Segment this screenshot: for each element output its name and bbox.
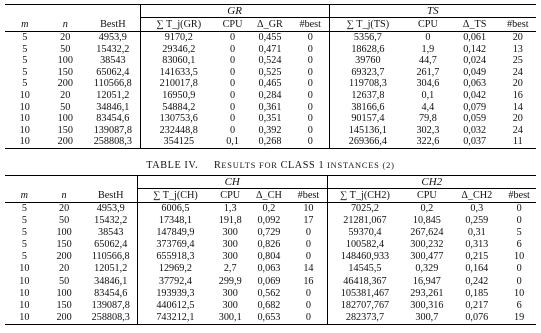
table-cell: 0 [307,66,313,78]
table-cell: 139087,8 [91,299,130,311]
table-cell: 12969,2 [137,263,212,275]
table-cell: 38166,6 [329,102,406,114]
table-cell: 100 [57,113,73,125]
table-cell: 0 [516,215,522,227]
table-cell: 0,164 [465,263,489,275]
col-header: Δ_GR [257,19,283,30]
table-row [5,251,536,263]
table-cell: 34846,1 [94,275,128,287]
table-cell: 46418,367 [327,276,402,288]
table-cell: 0,042 [463,89,487,101]
table-cell: 1,9 [421,43,435,55]
table-cell: 20 [60,32,71,43]
table-cell: 14545,5 [327,263,402,275]
table-cell: 10 [514,251,525,263]
table-cell: 50 [59,215,70,227]
table-cell: 5 [21,215,27,227]
table-cell: 0 [290,312,327,325]
table-cell: 10,845 [412,215,441,227]
table-cell: 193939,3 [137,288,212,300]
table-cell: 145136,1 [329,125,406,137]
group-header-row [5,5,536,18]
table-cell: 0,525 [258,66,282,78]
table-cell: 20 [59,263,70,275]
table-cell: 300 [222,251,238,263]
table-cell: 0,1 [421,89,435,101]
table-cell: 0 [292,136,329,148]
col-header: Δ_CH [256,190,282,201]
group-label-gr: GR [140,5,329,18]
table-cell: 10 [19,263,30,275]
table-cell: 14 [303,263,314,275]
table-cell: 50 [59,275,70,287]
table-row [5,239,536,251]
table-cell: 12051,2 [96,89,130,101]
table-cell: 354125 [140,136,217,148]
table-cell: 0,455 [258,32,282,43]
table-row [5,32,536,44]
table-cell: 210017,8 [140,78,217,90]
table-cell: 12637,8 [329,90,406,102]
table-cell: 20 [60,89,71,101]
table-cell: 4953,9 [98,32,127,43]
table-row [5,288,536,300]
table-cell: 20 [512,113,523,125]
table-cell: 0,215 [465,251,489,263]
table-cell: 9170,2 [140,32,217,44]
col-header: BestH [97,189,124,201]
table-cell: 302,3 [416,124,440,136]
table-cell: 10 [19,101,30,113]
table-cell: 373769,4 [137,239,212,251]
table-cell: 0,024 [463,55,487,67]
table-cell: 0,063 [463,78,487,90]
table-cell: 6 [516,239,522,251]
table-cell: 16,947 [412,275,441,287]
table-cell: 0,061 [463,32,487,43]
table-cell: 10 [19,287,30,299]
table-cell: 39760 [329,55,406,67]
column-header-row [5,189,536,203]
table-cell: 5 [22,32,28,43]
table-cell: 0,351 [258,113,282,125]
table-cell: 0,562 [257,287,281,299]
table-cell: 5 [21,203,27,214]
col-header: #best [297,190,320,201]
table-cell: 4953,9 [96,203,125,214]
table-cell: 11 [500,136,536,148]
table-cell: 0,032 [463,124,487,136]
table-cell: 0,2 [420,203,434,214]
table-cell: 21281,067 [327,215,402,227]
table-cell: 150 [57,66,73,78]
table-cell: 59370,4 [327,227,402,239]
table-cell: 0,092 [257,215,281,227]
table-cell: 182707,767 [327,300,402,312]
table-cell: 20 [512,32,523,43]
col-header: m [20,189,29,201]
table-cell: 743212,1 [137,312,212,325]
table-cell: 17 [303,215,314,227]
table-cell: 0,682 [257,299,281,311]
table-cell: 79,8 [418,113,437,125]
table-cell: 19 [502,312,536,325]
caption-class: CLASS 1 [280,160,325,171]
caption-tail: INSTANCES (2) [324,161,395,170]
col-header: ∑ T_j(CH2) [327,189,402,203]
table-cell: 0,059 [463,113,487,125]
table-cell: 150 [57,124,73,136]
table-cell: 0,329 [415,263,439,275]
table-row [5,67,536,79]
table-cell: 300,316 [410,299,444,311]
table-cell: 20 [59,203,70,214]
table-cell: 300 [222,227,238,239]
table-cell: 147849,9 [137,227,212,239]
table-cell: 5 [21,251,27,263]
table-cell: 24 [512,66,523,78]
table-cell: 0,268 [248,136,292,148]
table-cell: 232448,8 [140,125,217,137]
table-cell: 0 [230,32,236,43]
table-cell: 0,729 [257,227,281,239]
table-cell: 38543 [100,55,126,67]
table-row [5,227,536,239]
table-cell: 0,313 [465,239,489,251]
table-cell: 10 [19,89,30,101]
table-cell: 50 [60,43,71,55]
table-cell: 0,142 [463,43,487,55]
table-cell: 0,185 [465,287,489,299]
table-cell: 0 [307,55,313,67]
table-cell: 269366,4 [329,136,406,148]
table-cell: 20 [512,78,523,90]
table-cell: 0,242 [465,275,489,287]
col-header: BestH [100,18,126,30]
table-cell: 200 [57,78,73,90]
table-cell: 258808,3 [84,312,137,325]
table-cell: 25 [512,55,523,67]
table-cell: 2,7 [223,263,237,275]
table-cell: 16 [303,275,314,287]
table-cell: 6006,5 [137,203,212,216]
table-cell: 5 [22,55,28,67]
table-cell: 130753,6 [140,113,217,125]
table-row [5,55,536,67]
col-header: #best [508,190,530,201]
table-cell: 119708,3 [329,78,406,90]
col-header: #best [507,19,529,30]
table-cell: 0,653 [248,312,291,325]
table-cell: 10 [19,113,30,125]
table-row [5,136,536,148]
table-caption [0,160,541,171]
table-cell: 191,8 [218,215,242,227]
table-cell: 0 [230,78,236,90]
caption-text: ESULTS FOR [221,161,281,170]
results-table-ch-ch2 [5,175,536,325]
table-cell: 37792,4 [137,276,212,288]
table-cell: 65062,4 [94,239,128,251]
table-cell: 0 [230,43,236,55]
table-row [5,263,536,275]
table-cell: 0 [230,66,236,78]
table-cell: 100 [57,55,73,67]
table-cell: 0 [230,113,236,125]
table-cell: 0,217 [465,299,489,311]
table-row [5,203,536,216]
table-cell: 5 [516,227,522,239]
col-header: #best [299,19,321,30]
table-cell: 0,3 [470,203,484,214]
column-header-row [5,18,536,32]
table-cell: 5 [22,43,28,55]
table-cell: 17348,1 [137,215,212,227]
table-row [5,125,536,137]
table-cell: 29346,2 [140,44,217,56]
table-cell: 0,049 [463,66,487,78]
table-cell: 90157,4 [329,113,406,125]
table-cell: 44,7 [418,55,437,67]
table-cell: 110566,8 [93,78,132,90]
group-header-row [5,176,536,189]
table-cell: 18628,6 [329,44,406,56]
table-cell: 440612,5 [137,300,212,312]
table-cell: 6 [516,299,522,311]
table-cell: 13 [512,43,523,55]
table-cell: 200 [44,312,85,325]
table-cell: 83454,6 [94,287,128,299]
table-cell: 10 [5,312,44,325]
table-cell: 299,9 [218,275,242,287]
table-cell: 300,232 [410,239,444,251]
table-cell: 0,826 [257,239,281,251]
table-cell: 38543 [97,227,124,239]
table-cell: 10 [19,275,30,287]
table-cell: 100582,4 [327,239,402,251]
table-cell: 0 [307,78,313,90]
table-cell: 300 [222,239,238,251]
table-cell: 0,524 [258,55,282,67]
caption-number: TABLE IV. [146,160,199,171]
table-cell: 69323,7 [329,67,406,79]
table-cell: 200 [44,136,86,148]
table-cell: 110566,8 [91,251,130,263]
table-cell: 83060,1 [140,55,217,67]
table-cell: 50 [60,101,71,113]
table-row [5,312,536,325]
table-cell: 34846,1 [96,101,130,113]
table-cell: 10 [303,203,314,214]
table-row [5,113,536,125]
table-cell: 0 [307,101,313,113]
table-row [5,276,536,288]
col-header: ∑ T_j(CH) [137,189,212,203]
table-row [5,102,536,114]
table-cell: 0 [307,89,313,101]
table-row [5,215,536,227]
table-cell: 10 [5,136,44,148]
col-header: CPU [220,190,241,201]
table-cell: 10 [19,124,30,136]
col-header: ∑ T_j(GR) [140,18,217,32]
table-cell: 0 [305,251,311,263]
table-cell: 5356,7 [329,32,406,44]
table-cell: 16950,9 [140,90,217,102]
table-cell: 105381,467 [327,288,402,300]
table-cell: 0 [425,32,431,43]
caption-first-letter: R [213,160,222,171]
table-cell: 300,1 [213,312,248,325]
table-cell: 0 [230,55,236,67]
col-header: CPU [417,19,438,30]
results-table-gr-ts [5,4,536,149]
col-header: n [62,18,68,30]
table-cell: 261,7 [416,66,440,78]
table-cell: 282373,7 [327,312,402,325]
table-cell: 0,259 [465,215,489,227]
table-cell: 0 [307,32,313,43]
table-cell: 300 [222,287,238,299]
table-cell: 0 [307,124,313,136]
table-cell: 65062,4 [96,66,130,78]
table-cell: 0 [230,101,236,113]
table-cell: 24 [512,124,523,136]
table-cell: 7025,2 [327,203,402,216]
table-cell: 4,4 [421,101,435,113]
table-cell: 0,2 [262,203,276,214]
table-cell: 0 [516,275,522,287]
table-row [5,78,536,90]
table-cell: 5 [21,239,27,251]
table-cell: 150 [56,299,72,311]
table-cell: 100 [56,227,72,239]
table-cell: 0 [307,43,313,55]
table-row [5,300,536,312]
table-cell: 300 [222,299,238,311]
table-cell: 10 [19,299,30,311]
table-cell: 83454,6 [96,113,130,125]
table-cell: 150 [56,239,72,251]
table-cell: 14 [512,101,523,113]
table-cell: 0 [516,263,522,275]
table-cell: 200 [56,251,72,263]
group-label-ch2: CH2 [327,176,536,189]
table-cell: 0,037 [450,136,500,148]
table-cell: 10 [514,287,525,299]
table-cell: 0 [307,113,313,125]
table-cell: 0,284 [258,89,282,101]
table-cell: 0 [305,287,311,299]
table-cell: 139087,8 [93,124,132,136]
table-cell: 100 [56,287,72,299]
table-cell: 300,477 [410,251,444,263]
table-cell: 0,079 [463,101,487,113]
group-label-ch: CH [137,176,327,189]
group-label-ts: TS [329,5,536,18]
table-cell: 141633,5 [140,67,217,79]
table-cell: 15432,2 [96,43,130,55]
table-cell: 0,076 [451,312,502,325]
table-cell: 258808,3 [86,136,140,148]
table-cell: 0,471 [258,43,282,55]
table-cell: 148460,933 [327,251,402,263]
table-cell: 0 [516,203,522,214]
table-cell: 5 [21,227,27,239]
table-cell: 0 [305,227,311,239]
table-cell: 0 [305,299,311,311]
table-cell: 0,31 [467,227,486,239]
table-cell: 267,624 [410,227,444,239]
table-cell: 0,361 [258,101,282,113]
table-row [5,44,536,56]
table-cell: 15432,2 [94,215,128,227]
col-header: CPU [416,190,437,201]
table-cell: 5 [22,66,28,78]
table-cell: 322,6 [406,136,450,148]
table-cell: 12051,2 [94,263,128,275]
table-cell: 0,465 [258,78,282,90]
table-cell: 293,261 [410,287,444,299]
table-cell: 655918,3 [137,251,212,263]
col-header: ∑ T_j(TS) [329,18,406,32]
table-cell: 0 [305,239,311,251]
col-header: m [21,18,29,30]
table-cell: 0,063 [257,263,281,275]
table-cell: 0 [230,89,236,101]
table-cell: 0,392 [258,124,282,136]
table-cell: 300,7 [402,312,451,325]
table-cell: 0,1 [217,136,248,148]
col-header: Δ_CH2 [461,190,493,201]
col-header: n [61,189,67,201]
table-row [5,90,536,102]
table-cell: 0,804 [257,251,281,263]
table-cell: 0,069 [257,275,281,287]
table-cell: 1,3 [223,203,237,214]
table-cell: 304,6 [416,78,440,90]
table-cell: 16 [512,89,523,101]
table-cell: 54884,2 [140,102,217,114]
col-header: CPU [222,19,243,30]
table-cell: 5 [22,78,28,90]
col-header: Δ_TS [462,19,487,30]
table-cell: 0 [230,124,236,136]
